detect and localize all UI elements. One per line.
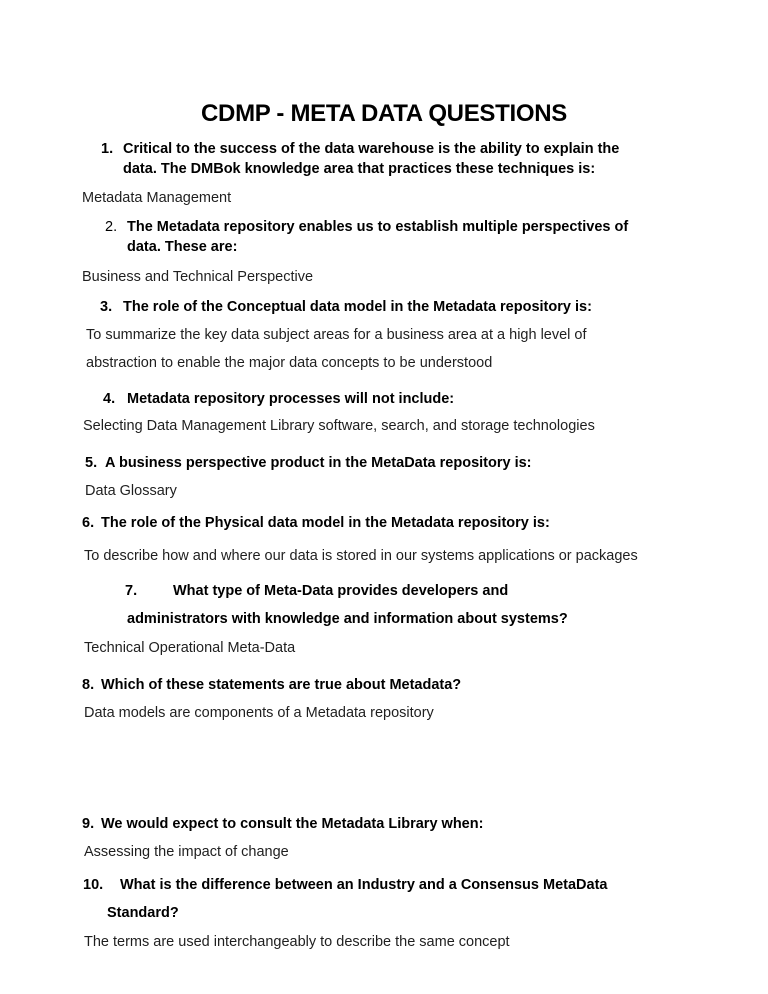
question-text-line: administrators with knowledge and information about systems? xyxy=(127,611,568,627)
question-text-line: data. These are: xyxy=(127,239,238,255)
answer-7 xyxy=(84,638,295,658)
question-number: 10. xyxy=(83,877,104,893)
question-text-line: We would expect to consult the Metadata Library when: xyxy=(101,816,484,832)
answer-3 xyxy=(86,321,587,377)
question-text-line: A business perspective product in the MetaData repository is: xyxy=(105,455,532,471)
question-text-line: Standard? xyxy=(107,905,179,921)
question-3 xyxy=(100,297,592,317)
question-number: 8. xyxy=(82,677,95,693)
answer-text-line: Technical Operational Meta-Data xyxy=(84,640,296,656)
answer-text-line: Data models are components of a Metadata repository xyxy=(84,705,434,721)
question-text-line: Metadata repository processes will not include: xyxy=(127,391,455,407)
answer-10 xyxy=(84,932,510,952)
question-5 xyxy=(85,453,532,473)
question-text-line: What is the difference between an Industry and a Consensus MetaData xyxy=(120,877,608,893)
answer-text-line: To describe how and where our data is stored in our systems applications or packages xyxy=(84,548,638,564)
question-number: 2. xyxy=(105,219,118,235)
question-number: 9. xyxy=(82,816,95,832)
answer-8 xyxy=(84,703,434,723)
question-number: 3. xyxy=(100,299,113,315)
answer-text-line: Assessing the impact of change xyxy=(84,844,289,860)
question-text-line: What type of Meta-Data provides developers and xyxy=(173,583,509,599)
question-number: 6. xyxy=(82,515,95,531)
question-number: 5. xyxy=(85,455,98,471)
answer-text-line: To summarize the key data subject areas for a business area at a high level of xyxy=(86,327,587,343)
question-text-line: The role of the Conceptual data model in the Metadata repository is: xyxy=(123,299,592,315)
question-text-line: The Metadata repository enables us to establish multiple perspectives of xyxy=(127,219,629,235)
answer-4 xyxy=(83,416,595,436)
question-4 xyxy=(103,389,455,409)
question-text-line: The role of the Physical data model in the Metadata repository is: xyxy=(101,515,550,531)
answer-1 xyxy=(82,188,231,208)
question-number: 1. xyxy=(101,141,114,157)
question-text-line: data. The DMBok knowledge area that practices these techniques is: xyxy=(123,161,596,177)
answer-text-line: Data Glossary xyxy=(85,483,177,499)
question-6 xyxy=(82,513,550,533)
question-2 xyxy=(105,217,629,257)
question-number: 4. xyxy=(103,391,116,407)
answer-text-line: The terms are used interchangeably to describe the same concept xyxy=(84,934,510,950)
question-text-line: Which of these statements are true about Metadata? xyxy=(101,677,462,693)
answer-9 xyxy=(84,842,289,862)
question-number: 7. xyxy=(125,583,138,599)
answer-text-line: Business and Technical Perspective xyxy=(82,269,314,285)
answer-6 xyxy=(84,546,638,566)
document-title: CDMP - META DATA QUESTIONS xyxy=(201,100,567,127)
question-10 xyxy=(83,871,608,927)
question-7 xyxy=(127,577,568,633)
answer-text-line: Metadata Management xyxy=(82,190,232,206)
answer-5 xyxy=(85,481,177,501)
question-9 xyxy=(82,814,484,834)
answer-text-line: Selecting Data Management Library software, search, and storage technologies xyxy=(83,418,595,434)
answer-2 xyxy=(82,267,313,287)
question-text-line: Critical to the success of the data warehouse is the ability to explain the xyxy=(123,141,620,157)
question-8 xyxy=(82,675,462,695)
question-1 xyxy=(101,139,620,179)
answer-text-line: abstraction to enable the major data concepts to be understood xyxy=(86,355,493,371)
